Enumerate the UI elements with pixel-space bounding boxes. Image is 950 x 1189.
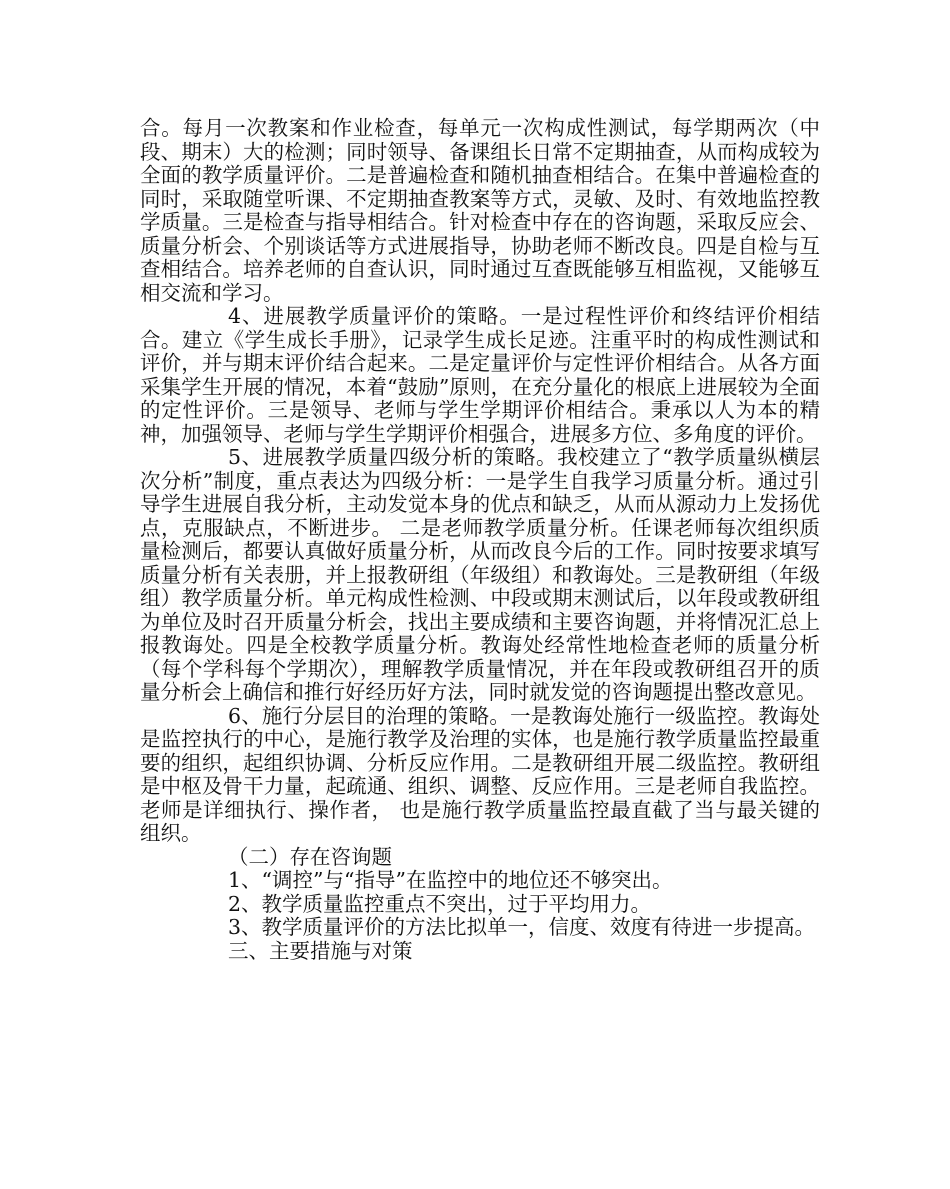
problem-item-2: 2、教学质量监控重点不突出，过于平均用力。 [228, 891, 652, 916]
paragraph-four-level-analysis: 5、进展教学质量四级分析的策略。我校建立了“教学质量纵横层次分析”制度，重点表达为四级分析：一是学生自我学习质量分析。通过引导学生进展自我分析，主动发觉本身的优点和缺乏，从而从源动力上发扬优点，克服缺点，不断进步。 二是老师教学质量分析。任课老师每次组织质量检测后，都要认真做好质量分析，从而改良今后的工作。同时按要求填写质量分析有关表册，并上报教研组（年级组）和教诲处。三是教研组（年级组）教学质量分析。单元构成性检测、中段或期末测试后，以年段或教研组为单位及时召开质量分析会，找出主要成绩和主要咨询题，并将情况汇总上报教诲处。四是全校教学质量分析。教诲处经常性地检查老师的质量分析（每个学科每个学期次），理解教学质量情况，并在年段或教研组召开的质量分析会上确信和推行好经历好方法，同时就发觉的咨询题提出整改意见。 [140, 445, 820, 704]
section-heading-existing-problems: （二）存在咨询题 [228, 844, 392, 869]
section-heading-measures: 三、主要措施与对策 [228, 938, 413, 963]
paragraph-evaluation-strategy: 4、进展教学质量评价的策略。一是过程性评价和终结评价相结合。建立《学生成长手册》，记录学生成长足迹。注重平时的构成性测试和评价，并与期末评价结合起来。二是定量评价与定性评价相结合。从各方面采集学生开展的情况，本着“鼓励”原则，在充分量化的根底上进展较为全面的定性评价。三是领导、老师与学生学期评价相结合。秉承以人为本的精神，加强领导、老师与学生学期评价相强合，进展多方位、多角度的评价。 [140, 304, 820, 446]
paragraph-layered-management: 6、施行分层目的治理的策略。一是教诲处施行一级监控。教诲处是监控执行的中心，是施行教学及治理的实体，也是施行教学质量监控最重要的组织，起组织协调、分析反应作用。二是教研组开展二级监控。教研组是中枢及骨干力量，起疏通、组织、调整、反应作用。三是老师自我监控。老师是详细执行、操作者， 也是施行教学质量监控最直截了当与最关键的组织。 [140, 703, 820, 845]
paragraph-quality-evaluation-continued: 合。每月一次教案和作业检查，每单元一次构成性测试，每学期两次（中段、期末）大的检测；同时领导、备课组长日常不定期抽查，从而构成较为全面的教学质量评价。二是普遍检查和随机抽查相结合。在集中普遍检查的同时，采取随堂听课、不定期抽查教案等方式，灵敏、及时、有效地监控教学质量。三是检查与指导相结合。针对检查中存在的咨询题，采取反应会、质量分析会、个别谈话等方式进展指导，协助老师不断改良。四是自检与互查相结合。培养老师的自查认识，同时通过互查既能够互相监视，又能够互相交流和学习。 [140, 116, 820, 305]
problem-item-3: 3、教学质量评价的方法比拟单一，信度、效度有待进一步提高。 [228, 915, 816, 939]
problem-item-1: 1、“调控”与“指导”在监控中的地位还不够突出。 [228, 868, 673, 892]
document-body [140, 117, 820, 963]
